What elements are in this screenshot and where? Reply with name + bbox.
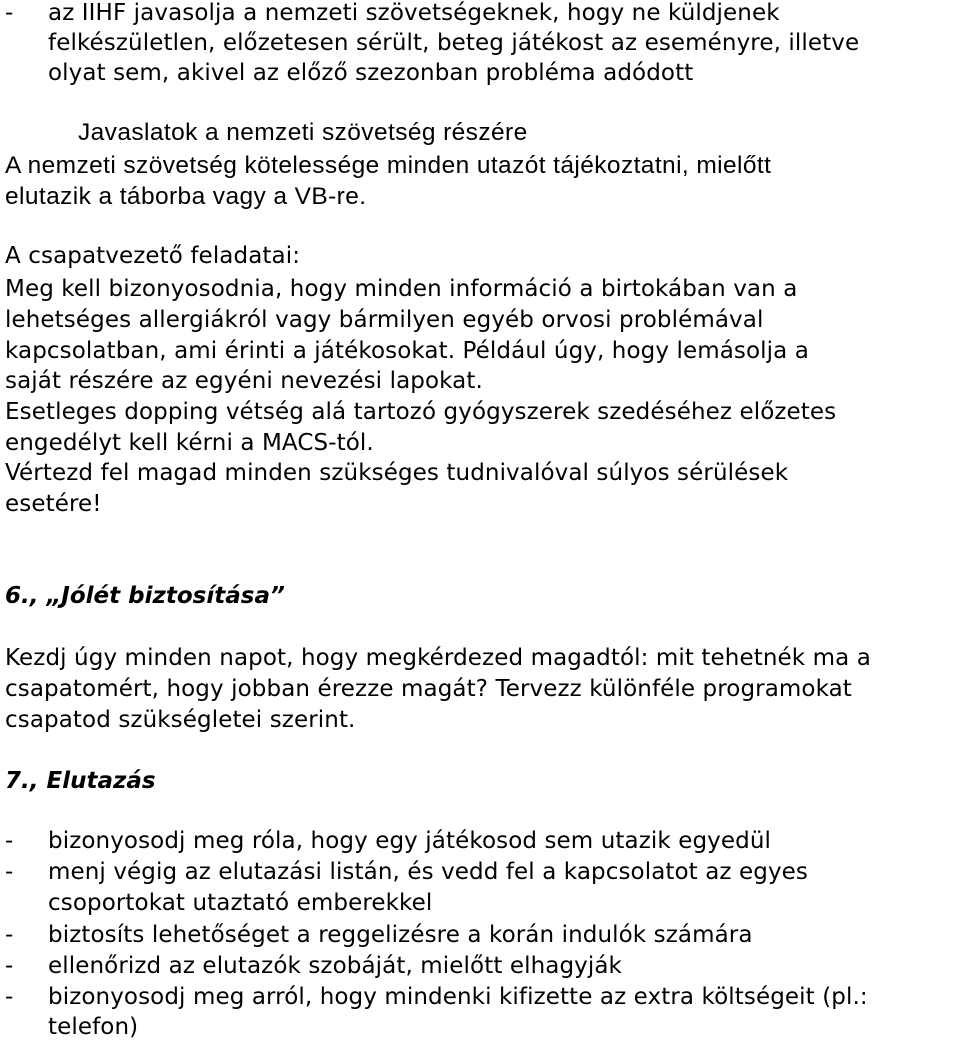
team-leader-line: saját részére az egyéni nevezési lapokat.	[5, 368, 483, 394]
section6-line: csapatomért, hogy jobban érezze magát? Tervezz különféle programokat	[5, 676, 852, 702]
recommendations-line: elutazik a táborba vagy a VB-re.	[5, 183, 367, 210]
section7-bullet-dash: -	[5, 859, 14, 885]
top-bullet-dash: -	[5, 0, 14, 26]
team-leader-line: Esetleges dopping vétség alá tartozó gyógyszerek szedéséhez előzetes	[5, 399, 837, 425]
team-leader-title: A csapatvezető feladatai:	[5, 243, 301, 269]
section7-bullet-dash: -	[5, 922, 14, 948]
section6-line: Kezdj úgy minden napot, hogy megkérdezed magadtól: mit tehetnék ma a	[5, 645, 871, 671]
team-leader-line: Vértezd fel magad minden szükséges tudnivalóval súlyos sérülések	[5, 460, 789, 486]
section7-bullet-line: ellenőrizd az elutazók szobáját, mielőtt elhagyják	[48, 953, 622, 979]
team-leader-line: engedélyt kell kérni a MACS-tól.	[5, 430, 374, 456]
section7-bullet-line: menj végig az elutazási listán, és vedd fel a kapcsolatot az egyes	[48, 859, 808, 885]
section6-heading: 6., „Jólét biztosítása”	[5, 583, 285, 609]
top-bullet-line: felkészületlen, előzetesen sérült, beteg játékost az eseményre, illetve	[48, 30, 860, 56]
section7-bullet-line: telefon)	[48, 1014, 139, 1040]
team-leader-line: kapcsolatban, ami érinti a játékosokat. Például úgy, hogy lemásolja a	[5, 338, 809, 364]
recommendations-title: Javaslatok a nemzeti szövetség részére	[78, 119, 528, 146]
team-leader-line: Meg kell bizonyosodnia, hogy minden információ a birtokában van a	[5, 276, 798, 302]
section7-bullet-dash: -	[5, 984, 14, 1010]
section7-bullet-line: csoportokat utaztató emberekkel	[48, 890, 433, 916]
section7-bullet-dash: -	[5, 953, 14, 979]
section6-line: csapatod szükségletei szerint.	[5, 707, 356, 733]
top-bullet-line: az IIHF javasolja a nemzeti szövetségeknek, hogy ne küldjenek	[48, 0, 780, 26]
section7-bullet-dash: -	[5, 828, 14, 854]
team-leader-line: lehetséges allergiákról vagy bármilyen egyéb orvosi problémával	[5, 307, 764, 333]
section7-bullet-line: bizonyosodj meg arról, hogy mindenki kifizette az extra költségeit (pl.:	[48, 984, 868, 1010]
section7-heading: 7., Elutazás	[5, 768, 156, 794]
section7-bullet-line: bizonyosodj meg róla, hogy egy játékosod sem utazik egyedül	[48, 828, 771, 854]
section7-bullet-line: biztosíts lehetőséget a reggelizésre a korán indulók számára	[48, 922, 753, 948]
recommendations-line: A nemzeti szövetség kötelessége minden utazót tájékoztatni, mielőtt	[5, 152, 772, 179]
top-bullet-line: olyat sem, akivel az előző szezonban probléma adódott	[48, 60, 694, 86]
team-leader-line: esetére!	[5, 491, 102, 517]
